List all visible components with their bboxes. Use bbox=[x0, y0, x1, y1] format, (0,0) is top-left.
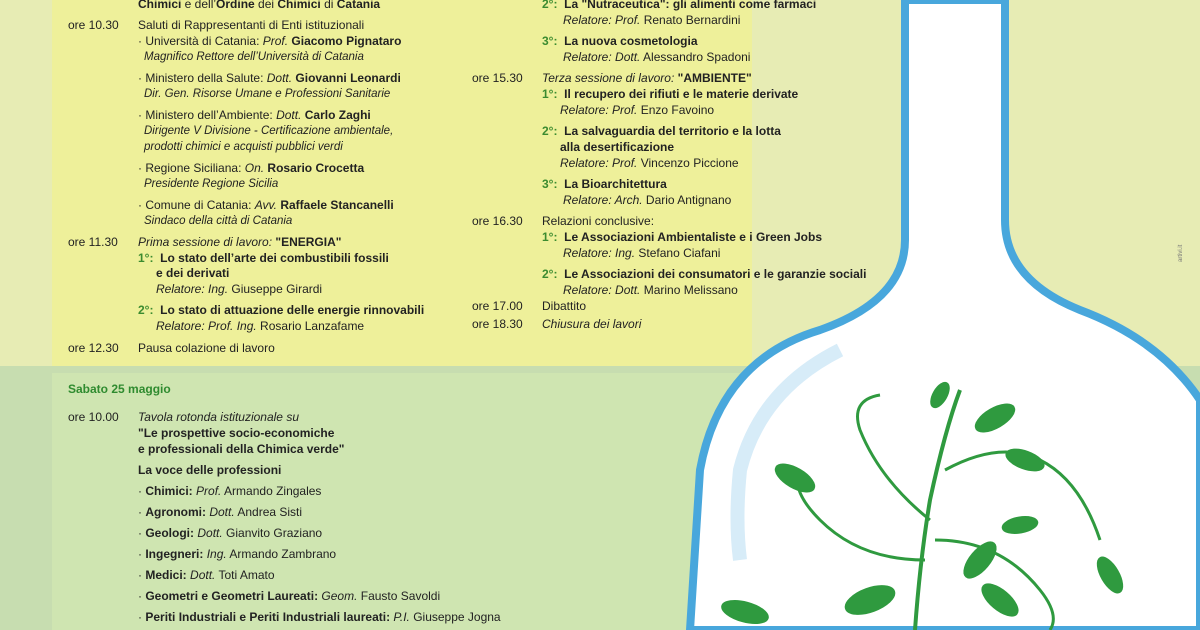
tavola-label: Tavola rotonda istituzionale su bbox=[138, 410, 299, 424]
speaker-regione-role: Presidente Regione Sicilia bbox=[144, 178, 279, 190]
talk-nutra-2-speaker: Relatore: Prof. Renato Bernardini bbox=[563, 13, 741, 27]
talk-ambiente-2: 2°: La salvaguardia del territorio e la lotta bbox=[542, 124, 781, 138]
time-1000: ore 10.00 bbox=[68, 410, 119, 424]
saluti-heading: Saluti di Rappresentanti di Enti istituzionali bbox=[138, 18, 365, 32]
time-1030: ore 10.30 bbox=[68, 18, 119, 32]
talk-ambiente-3-speaker: Relatore: Arch. Dario Antignano bbox=[563, 193, 732, 207]
saturday-heading: Sabato 25 maggio bbox=[68, 382, 171, 396]
profession-ingegneri: · Ingegneri: Ing. Armando Zambrano bbox=[138, 547, 337, 561]
time-1700: ore 17.00 bbox=[472, 299, 523, 313]
tavola-title-2: e professionali della Chimica verde" bbox=[138, 442, 345, 456]
credit-text: artivi.it bbox=[1178, 244, 1184, 262]
talk-concl-2: 2°: Le Associazioni dei consumatori e le garanzie sociali bbox=[542, 267, 867, 281]
talk-ambiente-1: 1°: Il recupero dei rifiuti e le materie derivate bbox=[542, 87, 799, 101]
conclusive-heading: Relazioni conclusive: bbox=[542, 214, 655, 228]
voce-heading: La voce delle professioni bbox=[138, 463, 282, 477]
speaker-comune: · Comune di Catania: Avv. Raffaele Stancanelli bbox=[138, 198, 394, 212]
speaker-ambiente-role-1: Dirigente V Divisione - Certificazione ambientale, bbox=[144, 125, 394, 137]
profession-geometri: · Geometri e Geometri Laureati: Geom. Fausto Savoldi bbox=[138, 589, 441, 603]
talk-energia-2-speaker: Relatore: Prof. Ing. Rosario Lanzafame bbox=[156, 319, 365, 333]
pausa-label: Pausa colazione di lavoro bbox=[138, 341, 275, 355]
time-1530: ore 15.30 bbox=[472, 71, 523, 85]
talk-concl-1: 1°: Le Associazioni Ambientaliste e i Green Jobs bbox=[542, 230, 822, 244]
time-1230: ore 12.30 bbox=[68, 341, 119, 355]
talk-ambiente-1-speaker: Relatore: Prof. Enzo Favoino bbox=[560, 103, 715, 117]
talk-energia-2: 2°: Lo stato di attuazione delle energie rinnovabili bbox=[138, 303, 425, 317]
profession-medici: · Medici: Dott. Toti Amato bbox=[138, 568, 275, 582]
profession-agronomi: · Agronomi: Dott. Andrea Sisti bbox=[138, 505, 303, 519]
time-1630: ore 16.30 bbox=[472, 214, 523, 228]
profession-chimici: · Chimici: Prof. Armando Zingales bbox=[138, 484, 322, 498]
talk-energia-1-speaker: Relatore: Ing. Giuseppe Girardi bbox=[156, 282, 323, 296]
talk-energia-1: 1°: Lo stato dell’arte dei combustibili fossili bbox=[138, 251, 389, 265]
talk-nutra-3: 3°: La nuova cosmetologia bbox=[542, 34, 698, 48]
talk-nutra-3-speaker: Relatore: Dott. Alessandro Spadoni bbox=[563, 50, 751, 64]
time-1830: ore 18.30 bbox=[472, 317, 523, 331]
time-1130: ore 11.30 bbox=[68, 235, 118, 249]
talk-concl-1-speaker: Relatore: Ing. Stefano Ciafani bbox=[563, 246, 721, 260]
dibattito-label: Dibattito bbox=[542, 299, 587, 313]
session-energia: Prima sessione di lavoro: "ENERGIA" bbox=[138, 235, 342, 249]
chiusura-label: Chiusura dei lavori bbox=[542, 317, 642, 331]
profession-geologi: · Geologi: Dott. Gianvito Graziano bbox=[138, 526, 323, 540]
speaker-regione: · Regione Siciliana: On. Rosario Crocetta bbox=[138, 161, 365, 175]
speaker-comune-role: Sindaco della città di Catania bbox=[144, 215, 293, 227]
talk-ambiente-2-cont: alla desertificazione bbox=[560, 140, 675, 154]
speaker-salute-role: Dir. Gen. Risorse Umane e Professioni Sanitarie bbox=[144, 88, 391, 100]
tavola-title-1: "Le prospettive socio-economiche bbox=[138, 426, 335, 440]
session-ambiente: Terza sessione di lavoro: "AMBIENTE" bbox=[542, 71, 752, 85]
speaker-ambiente: · Ministero dell’Ambiente: Dott. Carlo Zaghi bbox=[138, 108, 371, 122]
speaker-unict-role: Magnifico Rettore dell’Università di Catania bbox=[144, 51, 364, 63]
top-line: Chimici e dell’Ordine dei Chimici di Catania bbox=[138, 0, 381, 11]
talk-concl-2-speaker: Relatore: Dott. Marino Melissano bbox=[563, 283, 738, 297]
talk-ambiente-3: 3°: La Bioarchitettura bbox=[542, 177, 667, 191]
speaker-unict: · Università di Catania: Prof. Giacomo Pignataro bbox=[138, 34, 402, 48]
talk-nutra-2: 2°: La "Nutraceutica": gli alimenti come farmaci bbox=[542, 0, 817, 11]
profession-periti: · Periti Industriali e Periti Industriali laureati: P.I. Giuseppe Jogna bbox=[138, 610, 501, 624]
speaker-ambiente-role-2: prodotti chimici e acquisti pubblici verdi bbox=[144, 141, 343, 153]
speaker-salute: · Ministero della Salute: Dott. Giovanni Leonardi bbox=[138, 71, 401, 85]
talk-ambiente-2-speaker: Relatore: Prof. Vincenzo Piccione bbox=[560, 156, 739, 170]
talk-energia-1-cont: e dei derivati bbox=[156, 266, 230, 280]
